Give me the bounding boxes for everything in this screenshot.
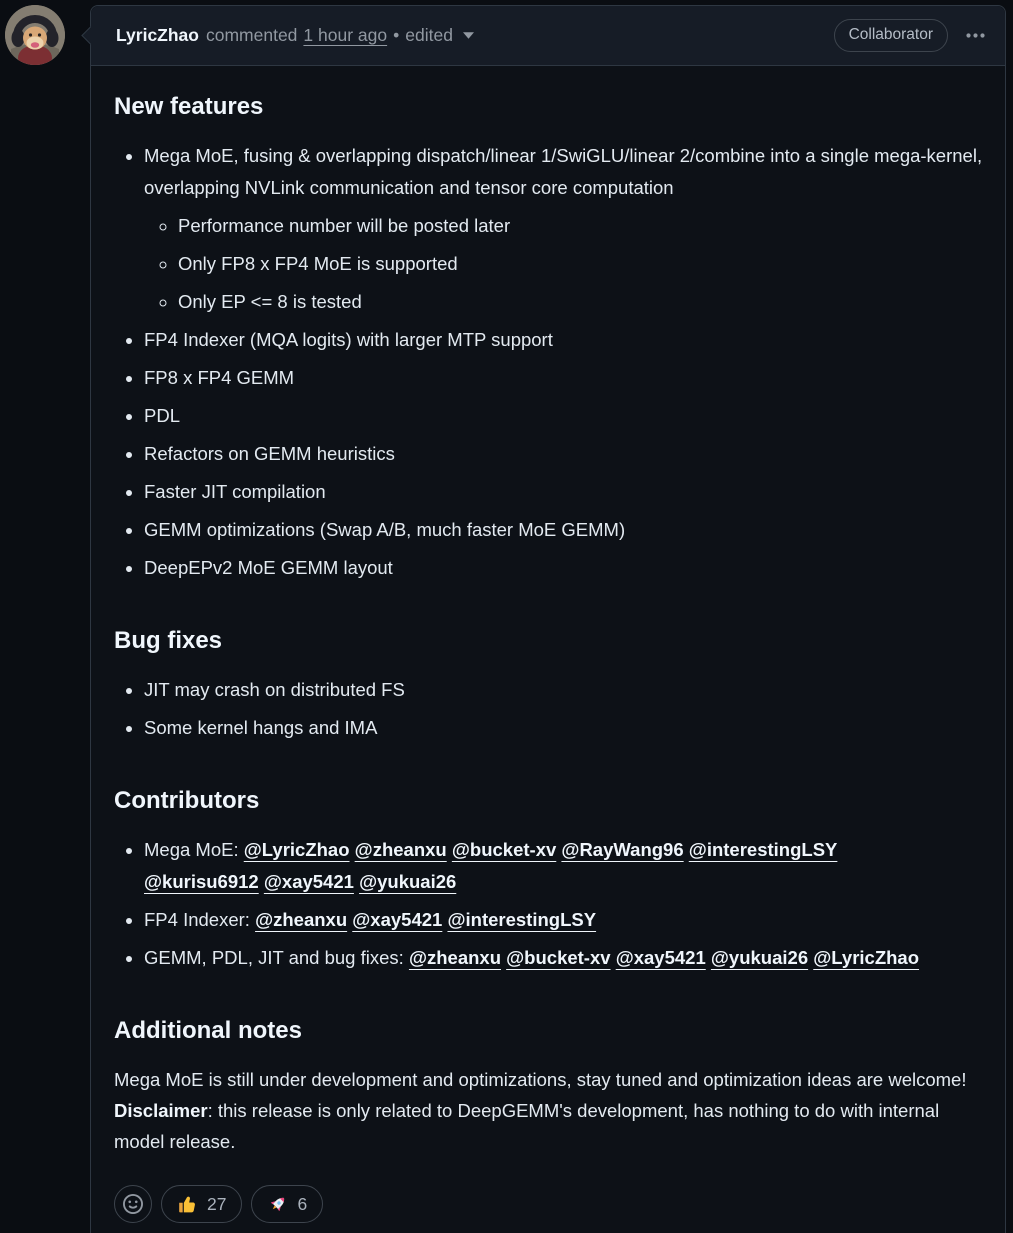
action-text: commented — [205, 25, 298, 45]
monkey-avatar-icon — [5, 5, 65, 65]
thumbs-up-icon — [177, 1194, 198, 1215]
mention-link[interactable]: @zheanxu — [408, 947, 501, 968]
rocket-icon — [267, 1194, 288, 1215]
kebab-menu-icon[interactable] — [964, 29, 987, 42]
mention-link[interactable]: @interestingLSY — [688, 839, 838, 860]
disclaimer-label: Disclaimer — [114, 1100, 208, 1121]
contributors-list — [114, 834, 985, 974]
smiley-icon — [123, 1194, 143, 1214]
mention-link[interactable]: @LyricZhao — [243, 839, 350, 860]
edited-label: edited — [405, 25, 453, 45]
comment-body — [91, 66, 1005, 1233]
contributor-group-label: FP4 Indexer: — [144, 909, 250, 930]
list-item — [144, 942, 985, 974]
section-heading-additional-notes: Additional notes — [114, 1017, 302, 1044]
section-heading-contributors: Contributors — [114, 787, 260, 814]
mention-link[interactable]: @bucket-xv — [506, 947, 611, 968]
collaborator-badge: Collaborator — [834, 19, 948, 52]
list-item: • DeepEPv2 MoE GEMM layout — [144, 552, 985, 584]
mention-link[interactable]: @xay5421 — [352, 909, 443, 930]
comment-card — [90, 5, 1006, 1233]
nested-list-item: ◦ Performance number will be posted later — [178, 210, 985, 242]
nested-list-item: ◦ Only FP8 x FP4 MoE is supported — [178, 248, 985, 280]
add-reaction-button[interactable] — [114, 1185, 152, 1223]
list-item-text: Mega MoE, fusing & overlapping dispatch/linear 1/SwiGLU/linear 2/combine into a single mega-kernel, overlapping NVLink communication and tensor core computation — [144, 145, 983, 198]
mention-link[interactable]: @interestingLSY — [447, 909, 597, 930]
mention-link[interactable]: @zheanxu — [354, 839, 447, 860]
mention-link[interactable]: @zheanxu — [255, 909, 348, 930]
mention-link[interactable]: @xay5421 — [263, 871, 354, 892]
notes-line: Mega MoE is still under development and optimizations, stay tuned and optimization ideas are welcome! — [114, 1069, 967, 1090]
comment-header — [91, 6, 1005, 66]
new-features-list — [114, 140, 985, 584]
section-heading-bug-fixes: Bug fixes — [114, 627, 223, 654]
nested-list-item: ◦ Only EP <= 8 is tested — [178, 286, 985, 318]
list-item: • Faster JIT compilation — [144, 476, 985, 508]
list-item: • FP8 x FP4 GEMM — [144, 362, 985, 394]
nested-list — [144, 210, 985, 318]
additional-notes-paragraph — [114, 1064, 985, 1157]
chevron-down-icon[interactable] — [463, 32, 474, 39]
reaction-thumbs-up-button[interactable] — [161, 1185, 242, 1223]
list-item — [144, 140, 985, 318]
timestamp-link[interactable]: 1 hour ago — [303, 25, 388, 45]
list-item — [144, 904, 985, 936]
contributor-group-label: GEMM, PDL, JIT and bug fixes: — [144, 947, 404, 968]
mention-link[interactable]: @bucket-xv — [451, 839, 557, 860]
list-item: • Refactors on GEMM heuristics — [144, 438, 985, 470]
list-item: • JIT may crash on distributed FS — [144, 674, 985, 706]
mention-link[interactable]: @kurisu6912 — [144, 871, 259, 892]
reaction-count: 6 — [297, 1193, 308, 1214]
mention-link[interactable]: @xay5421 — [615, 947, 706, 968]
disclaimer-text: : this release is only related to DeepGEMM's development, has nothing to do with internal model release. — [114, 1100, 940, 1152]
list-item: • GEMM optimizations (Swap A/B, much faster MoE GEMM) — [144, 514, 985, 546]
avatar[interactable] — [5, 5, 65, 65]
author-link[interactable]: LyricZhao — [116, 25, 199, 45]
reaction-count: 27 — [207, 1193, 227, 1214]
section-heading-new-features: New features — [114, 93, 264, 120]
mention-link[interactable]: @LyricZhao — [813, 947, 920, 968]
reaction-rocket-button[interactable] — [251, 1185, 323, 1223]
bug-fixes-list — [114, 674, 985, 744]
mention-link[interactable]: @yukuai26 — [710, 947, 809, 968]
reactions-bar — [114, 1185, 985, 1223]
list-item — [144, 834, 985, 898]
dot-separator: • — [393, 25, 400, 45]
list-item: • Some kernel hangs and IMA — [144, 712, 985, 744]
mention-link[interactable]: @yukuai26 — [359, 871, 457, 892]
list-item: • FP4 Indexer (MQA logits) with larger MTP support — [144, 324, 985, 356]
list-item: • PDL — [144, 400, 985, 432]
mention-link[interactable]: @RayWang96 — [561, 839, 684, 860]
contributor-group-label: Mega MoE: — [144, 839, 239, 860]
